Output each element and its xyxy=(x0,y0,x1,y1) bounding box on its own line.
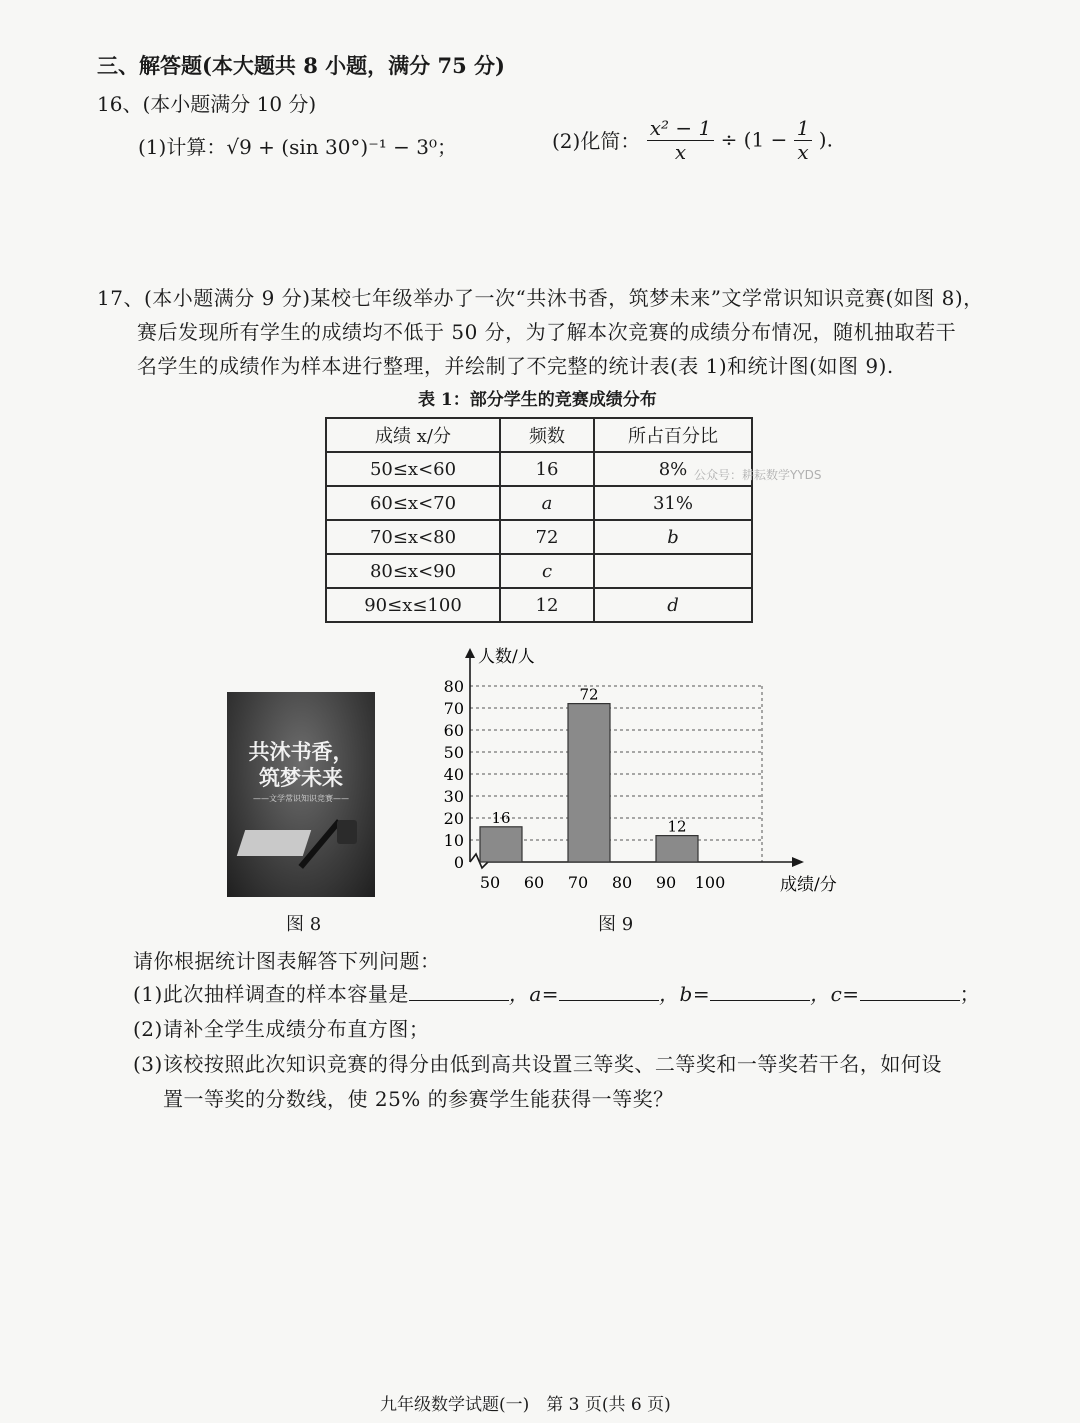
competition-poster-image xyxy=(227,692,375,897)
table-row xyxy=(326,486,752,520)
instructions: 请你根据统计图表解答下列问题： xyxy=(133,949,441,973)
table-header-cell: 频数 xyxy=(500,418,594,452)
q16-part2-label: (2)化简： xyxy=(552,129,641,153)
q16-fraction xyxy=(647,116,715,163)
book-icon xyxy=(237,830,311,856)
question-1-end: ； xyxy=(959,982,981,1006)
watermark: 公众号：耕耘数学YYDS xyxy=(694,468,822,482)
section-title: 三、解答题(本大题共 8 小题，满分 75 分) xyxy=(97,53,505,78)
q17-line1: 17、(本小题满分 9 分)某校七年级举办了一次“共沐书香，筑梦未来”文学常识知识竞赛(如图 8)， xyxy=(97,286,984,310)
y-axis-arrow xyxy=(465,648,475,658)
x-axis-label: 成绩/分 xyxy=(780,875,837,895)
y-axis-label: 人数/人 xyxy=(478,647,535,667)
question-1-text: (1)此次抽样调查的样本容量是 xyxy=(133,982,409,1006)
y-tick-label: 10 xyxy=(443,831,464,850)
q16-header: 16、(本小题满分 10 分) xyxy=(97,92,317,116)
q17-line2: 赛后发现所有学生的成绩均不低于 50 分，为了解本次竞赛的成绩分布情况，随机抽取若干 xyxy=(137,320,957,344)
histogram-bar xyxy=(480,827,522,862)
table-cell-percent: 8% xyxy=(594,452,752,486)
table-cell-percent: 31% xyxy=(594,486,752,520)
histogram-bar xyxy=(568,704,610,862)
y-tick-label: 30 xyxy=(443,787,464,806)
y-tick-label: 70 xyxy=(443,699,464,718)
x-tick-label: 70 xyxy=(567,873,589,892)
answer-blank-a[interactable] xyxy=(559,982,659,1001)
table-header-cell: 所占百分比 xyxy=(594,418,752,452)
x-tick-label: 80 xyxy=(611,873,633,892)
histogram-bar xyxy=(656,836,698,862)
q16-fraction-numerator: x² − 1 xyxy=(647,116,715,141)
table-row xyxy=(326,588,752,622)
q17-line3: 名学生的成绩作为样本进行整理，并绘制了不完整的统计表(表 1)和统计图(如图 9). xyxy=(137,354,894,378)
table-cell-frequency: c xyxy=(500,554,594,588)
question-1 xyxy=(133,978,980,1007)
page-footer: 九年级数学试题(一) 第 3 页(共 6 页) xyxy=(380,1395,671,1415)
y-tick-label: 20 xyxy=(443,809,464,828)
score-distribution-table xyxy=(325,417,753,623)
table-cell-frequency: 12 xyxy=(500,588,594,622)
question-1-b: ，b= xyxy=(659,982,711,1006)
question-1-c: ，c= xyxy=(810,982,860,1006)
bar-value-label: 72 xyxy=(579,685,599,704)
answer-blank-sample-size[interactable] xyxy=(409,982,509,1001)
table-row xyxy=(326,554,752,588)
q16-fraction-denominator: x xyxy=(674,140,687,164)
y-tick-label: 0 xyxy=(453,853,464,872)
answer-blank-c[interactable] xyxy=(860,982,960,1001)
table-cell-range: 60≤x<70 xyxy=(326,486,500,520)
q16-part2-mid: ÷ (1 − xyxy=(720,127,788,152)
q16-part2-end: ). xyxy=(818,127,833,152)
table-cell-range: 70≤x<80 xyxy=(326,520,500,554)
table-cell-frequency: 72 xyxy=(500,520,594,554)
q16-part1-expr: √9 + (sin 30°)⁻¹ − 3⁰； xyxy=(226,135,458,159)
table-cell-percent xyxy=(594,554,752,588)
x-axis-arrow xyxy=(792,857,804,867)
fig8-caption: 图 8 xyxy=(286,914,322,935)
inkwell-icon xyxy=(337,820,357,844)
y-tick-label: 40 xyxy=(443,765,464,784)
answer-blank-b[interactable] xyxy=(710,982,810,1001)
y-tick-label: 60 xyxy=(443,721,464,740)
poster-title-line1: 共沐书香， xyxy=(248,739,354,764)
bar-value-label: 16 xyxy=(491,808,511,827)
x-tick-label: 90 xyxy=(655,873,677,892)
poster-title-line2: 筑梦未来 xyxy=(259,765,343,790)
table-cell-percent: b xyxy=(594,520,752,554)
bar-value-label: 12 xyxy=(667,817,687,836)
q16-part1-label: (1)计算： xyxy=(138,135,227,159)
table-title: 表 1：部分学生的竞赛成绩分布 xyxy=(418,390,657,410)
question-3-line2: 置一等奖的分数线，使 25% 的参赛学生能获得一等奖？ xyxy=(163,1087,674,1111)
x-tick-label: 50 xyxy=(479,873,501,892)
poster-subtitle: ——文学常识知识竞赛—— xyxy=(253,794,349,803)
table-cell-range: 90≤x≤100 xyxy=(326,588,500,622)
x-tick-label: 60 xyxy=(523,873,545,892)
q16-part1 xyxy=(138,131,457,160)
table-row xyxy=(326,452,752,486)
question-1-a: ，a= xyxy=(508,982,560,1006)
table-cell-range: 50≤x<60 xyxy=(326,452,500,486)
q16-fraction2-denominator: x xyxy=(797,140,809,164)
table-cell-range: 80≤x<90 xyxy=(326,554,500,588)
y-tick-label: 50 xyxy=(443,743,464,762)
table-cell-frequency: a xyxy=(500,486,594,520)
q16-fraction2 xyxy=(794,116,813,163)
y-tick-label: 80 xyxy=(443,677,464,696)
fig9-caption: 图 9 xyxy=(598,914,634,935)
q16-part2 xyxy=(552,116,833,163)
question-3-line1: (3)该校按照此次知识竞赛的得分由低到高共设置三等奖、二等奖和一等奖若干名，如何设 xyxy=(133,1052,942,1076)
table-header-cell: 成绩 x/分 xyxy=(326,418,500,452)
table-cell-frequency: 16 xyxy=(500,452,594,486)
table-cell-percent: d xyxy=(594,588,752,622)
q16-fraction2-numerator: 1 xyxy=(794,116,813,141)
score-histogram xyxy=(440,640,840,900)
table-header-row xyxy=(326,418,752,452)
table-row xyxy=(326,520,752,554)
x-tick-label: 100 xyxy=(694,873,726,892)
question-2: (2)请补全学生成绩分布直方图； xyxy=(133,1017,430,1041)
